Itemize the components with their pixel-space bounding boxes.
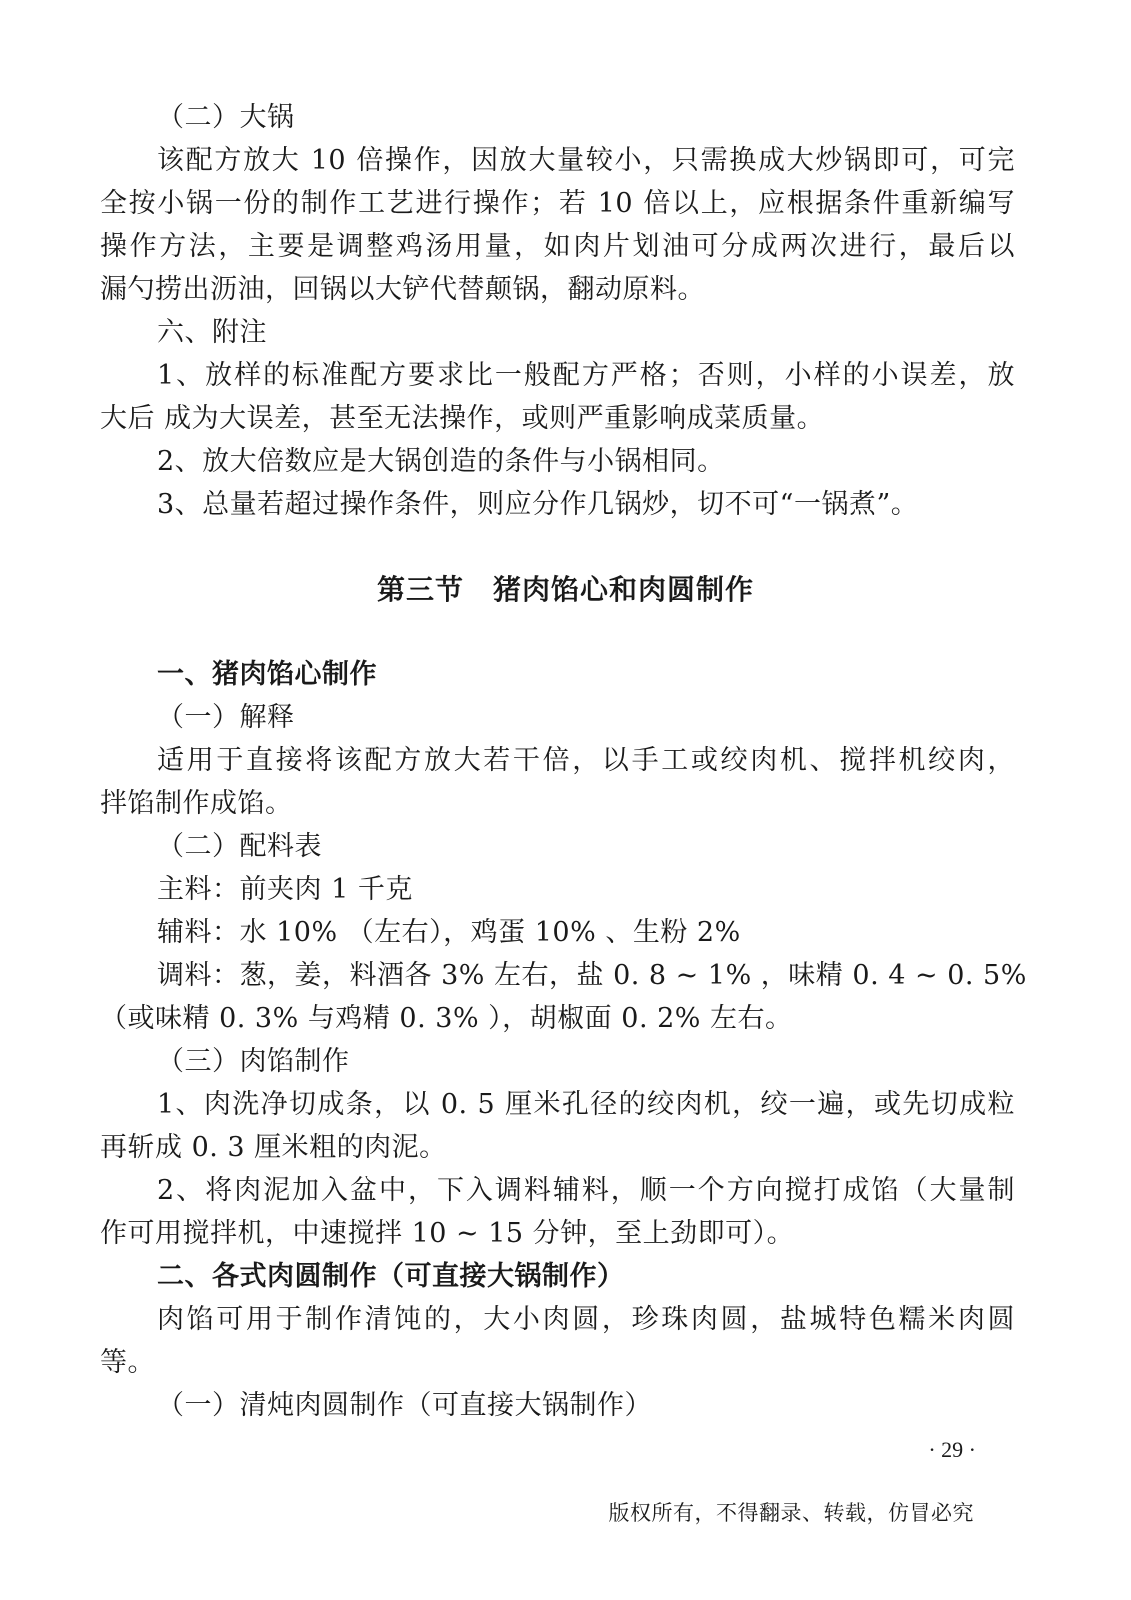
subheading-explanation: （一）解释 — [157, 702, 295, 733]
subheading-ingredients: （二）配料表 — [157, 831, 322, 862]
ingredient-seasoning-cont: （或味精 0. 3% 与鸡精 0. 3% ），胡椒面 0. 2% 左右。 — [100, 1003, 793, 1034]
paragraph-line: 2、将肉泥加入盆中，下入调料辅料，顺一个方向搅打成馅（大量制 — [157, 1175, 1015, 1206]
subheading-stewed-meatballs: （一）清炖肉圆制作（可直接大锅制作） — [157, 1390, 652, 1421]
paragraph-line: 大后 成为大误差，甚至无法操作，或则严重影响成菜质量。 — [100, 403, 825, 434]
paragraph-line: 2、放大倍数应是大锅创造的条件与小锅相同。 — [157, 446, 725, 477]
paragraph-line: 再斩成 0. 3 厘米粗的肉泥。 — [100, 1132, 447, 1163]
heading-pork-filling: 一、猪肉馅心制作 — [157, 659, 377, 690]
paragraph-line: 等。 — [100, 1347, 155, 1378]
paragraph-line: 全按小锅一份的制作工艺进行操作；若 10 倍以上，应根据条件重新编写 — [100, 188, 1015, 219]
heading-meatballs: 二、各式肉圆制作（可直接大锅制作） — [157, 1261, 625, 1292]
ingredient-auxiliary: 辅料：水 10% （左右），鸡蛋 10% 、生粉 2% — [157, 917, 741, 948]
subheading-large-wok: （二）大锅 — [157, 102, 295, 133]
paragraph-line: 作可用搅拌机，中速搅拌 10 ~ 15 分钟，至上劲即可）。 — [100, 1218, 795, 1249]
paragraph-line: 3、总量若超过操作条件，则应分作几锅炒，切不可“一锅煮”。 — [157, 489, 919, 520]
paragraph-line: 1、放样的标准配方要求比一般配方严格；否则，小样的小误差，放 — [157, 360, 1015, 391]
ingredient-main: 主料：前夹肉 1 千克 — [157, 874, 413, 905]
section-title: 第三节 猪肉馅心和肉圆制作 — [376, 573, 754, 606]
paragraph-line: 操作方法，主要是调整鸡汤用量，如肉片划油可分成两次进行，最后以 — [100, 231, 1015, 262]
paragraph-line: 漏勺捞出沥油，回锅以大铲代替颠锅，翻动原料。 — [100, 274, 705, 305]
subheading-notes: 六、附注 — [157, 317, 267, 348]
paragraph-line: 适用于直接将该配方放大若干倍，以手工或绞肉机、搅拌机绞肉， — [157, 745, 1015, 776]
paragraph-line: 该配方放大 10 倍操作，因放大量较小，只需换成大炒锅即可，可完 — [157, 145, 1015, 176]
page-number: · 29 · — [928, 1437, 976, 1462]
paragraph-line: 拌馅制作成馅。 — [100, 788, 293, 819]
ingredient-seasoning: 调料：葱，姜，料酒各 3% 左右，盐 0. 8 ~ 1% ，味精 0. 4 ~ 0. 5% — [157, 960, 1027, 991]
paragraph-line: 肉馅可用于制作清饨的，大小肉圆，珍珠肉圆，盐城特色糯米肉圆 — [157, 1304, 1015, 1335]
subheading-filling-making: （三）肉馅制作 — [157, 1046, 350, 1077]
paragraph-line: 1、肉洗净切成条，以 0. 5 厘米孔径的绞肉机，绞一遍，或先切成粒 — [157, 1089, 1015, 1120]
copyright-notice: 版权所有，不得翻录、转载，仿冒必究 — [608, 1501, 974, 1525]
